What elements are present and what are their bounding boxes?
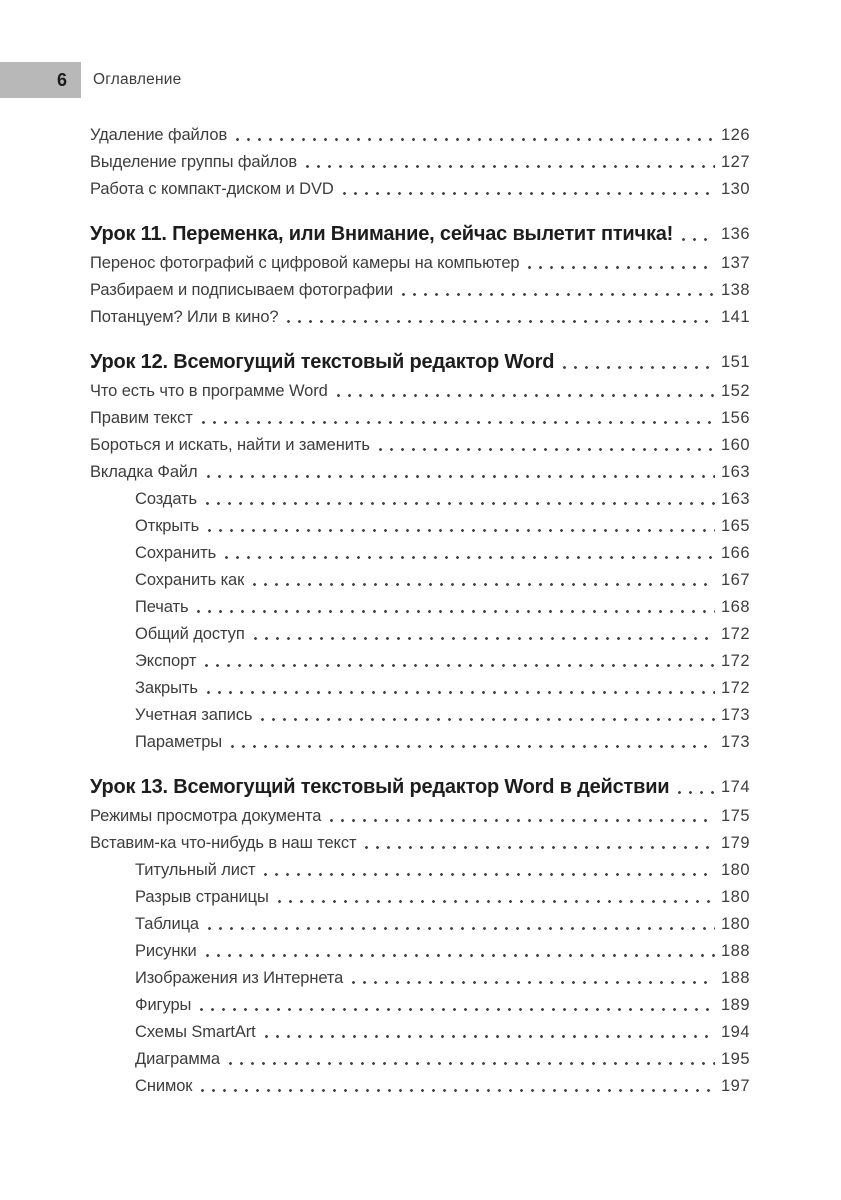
dot-leader: [374, 432, 715, 459]
toc-entry-page-number: 189: [720, 996, 750, 1014]
toc-entry-page-number: 166: [720, 544, 750, 562]
dot-leader: [338, 176, 715, 203]
toc-section: [90, 122, 750, 203]
toc-entry: [90, 277, 750, 304]
toc-entry-page-number: 141: [720, 308, 750, 326]
toc-entry-page-number: 126: [720, 126, 750, 144]
toc-entry-page-number: 179: [720, 834, 750, 852]
toc-entry: [90, 513, 750, 540]
table-of-contents: [90, 122, 750, 1100]
toc-entry: [90, 675, 750, 702]
toc-entry-label: Таблица: [135, 915, 199, 933]
toc-entry: [90, 729, 750, 756]
toc-entry-page-number: 156: [720, 409, 750, 427]
dot-leader: [196, 1073, 715, 1100]
toc-entry: [90, 149, 750, 176]
dot-leader: [220, 540, 715, 567]
dot-leader: [301, 149, 715, 176]
toc-entry-label: Вставим-ка что-нибудь в наш текст: [90, 834, 357, 852]
dot-leader: [203, 911, 715, 938]
dot-leader: [249, 621, 715, 648]
dot-leader: [260, 1019, 715, 1046]
toc-entry-page-number: 175: [720, 807, 750, 825]
toc-entry: [90, 459, 750, 486]
toc-entry-label: Параметры: [135, 733, 223, 751]
toc-entry: [90, 857, 750, 884]
toc-section: [90, 219, 750, 331]
toc-entry-label: Потанцуем? Или в кино?: [90, 308, 279, 326]
toc-entry-page-number: 180: [720, 861, 750, 879]
dot-leader: [224, 1046, 715, 1073]
page-number-box: [0, 62, 81, 98]
toc-entry-label: Титульный лист: [135, 861, 256, 879]
dot-leader: [360, 830, 715, 857]
dot-leader: [347, 965, 715, 992]
toc-entry-page-number: 194: [720, 1023, 750, 1041]
toc-section-heading-page-number: 136: [720, 225, 750, 243]
toc-entry-label: Вкладка Файл: [90, 463, 198, 481]
dot-leader: [202, 675, 715, 702]
dot-leader: [259, 857, 715, 884]
toc-section-heading-page-number: 151: [720, 353, 750, 371]
toc-entry: [90, 1046, 750, 1073]
toc-entry: [90, 378, 750, 405]
dot-leader: [523, 250, 715, 277]
dot-leader: [558, 347, 715, 378]
toc-entry-page-number: 180: [720, 915, 750, 933]
toc-entry-page-number: 188: [720, 969, 750, 987]
toc-entry: [90, 250, 750, 277]
toc-entry-page-number: 172: [720, 625, 750, 643]
toc-section-heading: [90, 772, 750, 803]
toc-entry-label: Сохранить: [135, 544, 217, 562]
toc-entry-page-number: 195: [720, 1050, 750, 1068]
toc-entry-label: Учетная запись: [135, 706, 253, 724]
toc-entry: [90, 486, 750, 513]
toc-entry: [90, 621, 750, 648]
toc-entry-label: Выделение группы файлов: [90, 153, 298, 171]
dot-leader: [673, 772, 715, 803]
toc-entry: [90, 1073, 750, 1100]
toc-entry-label: Сохранить как: [135, 571, 245, 589]
toc-entry-page-number: 167: [720, 571, 750, 589]
toc-entry-page-number: 138: [720, 281, 750, 299]
toc-entry-label: Режимы просмотра документа: [90, 807, 322, 825]
toc-section-heading-label: Урок 13. Всемогущий текстовый редактор Word в действии: [90, 776, 670, 798]
toc-entry: [90, 540, 750, 567]
toc-entry-label: Открыть: [135, 517, 200, 535]
toc-entry-label: Диаграмма: [135, 1050, 220, 1068]
toc-entry-page-number: 127: [720, 153, 750, 171]
toc-entry-page-number: 152: [720, 382, 750, 400]
toc-entry: [90, 884, 750, 911]
toc-section-heading: [90, 219, 750, 250]
toc-entry: [90, 304, 750, 331]
toc-section-heading-page-number: 174: [720, 778, 750, 796]
toc-entry-label: Создать: [135, 490, 198, 508]
toc-entry: [90, 122, 750, 149]
dot-leader: [201, 486, 715, 513]
dot-leader: [231, 122, 715, 149]
dot-leader: [282, 304, 715, 331]
toc-entry-label: Закрыть: [135, 679, 198, 697]
toc-entry: [90, 405, 750, 432]
toc-entry: [90, 938, 750, 965]
dot-leader: [332, 378, 715, 405]
toc-entry-label: Разбираем и подписываем фотографии: [90, 281, 394, 299]
toc-entry-page-number: 160: [720, 436, 750, 454]
toc-entry: [90, 1019, 750, 1046]
dot-leader: [397, 277, 715, 304]
toc-entry-page-number: 168: [720, 598, 750, 616]
toc-entry-page-number: 173: [720, 733, 750, 751]
dot-leader: [677, 219, 715, 250]
dot-leader: [273, 884, 715, 911]
toc-entry-label: Удаление файлов: [90, 126, 228, 144]
dot-leader: [256, 702, 715, 729]
toc-entry: [90, 176, 750, 203]
toc-entry-label: Перенос фотографий с цифровой камеры на компьютер: [90, 254, 520, 272]
toc-entry-label: Фигуры: [135, 996, 192, 1014]
toc-entry-page-number: 180: [720, 888, 750, 906]
dot-leader: [248, 567, 715, 594]
dot-leader: [202, 459, 715, 486]
toc-entry: [90, 648, 750, 675]
toc-entry-page-number: 173: [720, 706, 750, 724]
dot-leader: [226, 729, 715, 756]
toc-section: [90, 772, 750, 1100]
toc-entry-label: Бороться и искать, найти и заменить: [90, 436, 370, 454]
dot-leader: [201, 938, 715, 965]
toc-entry: [90, 911, 750, 938]
toc-entry: [90, 702, 750, 729]
dot-leader: [203, 513, 715, 540]
toc-entry: [90, 830, 750, 857]
toc-entry-label: Рисунки: [135, 942, 197, 960]
toc-entry: [90, 803, 750, 830]
toc-entry: [90, 965, 750, 992]
dot-leader: [192, 594, 715, 621]
toc-entry-page-number: 172: [720, 652, 750, 670]
toc-entry-label: Общий доступ: [135, 625, 245, 643]
toc-entry-label: Что есть что в программе Word: [90, 382, 328, 400]
page-number: 6: [56, 69, 67, 90]
toc-entry: [90, 992, 750, 1019]
toc-entry: [90, 594, 750, 621]
toc-entry-page-number: 130: [720, 180, 750, 198]
toc-entry-label: Разрыв страницы: [135, 888, 269, 906]
dot-leader: [325, 803, 715, 830]
toc-entry-page-number: 137: [720, 254, 750, 272]
toc-section-heading-label: Урок 11. Переменка, или Внимание, сейчас вылетит птичка!: [90, 223, 674, 245]
toc-entry: [90, 432, 750, 459]
running-head-title: Оглавление: [93, 71, 182, 88]
toc-section-heading: [90, 347, 750, 378]
toc-entry-page-number: 163: [720, 490, 750, 508]
dot-leader: [197, 405, 715, 432]
toc-entry-label: Снимок: [135, 1077, 193, 1095]
toc-entry-page-number: 188: [720, 942, 750, 960]
toc-entry-label: Работа с компакт-диском и DVD: [90, 180, 334, 198]
toc-entry-label: Схемы SmartArt: [135, 1023, 256, 1041]
toc-entry-page-number: 165: [720, 517, 750, 535]
toc-entry-label: Экспорт: [135, 652, 197, 670]
toc-entry-page-number: 163: [720, 463, 750, 481]
toc-entry-label: Правим текст: [90, 409, 193, 427]
toc-section-heading-label: Урок 12. Всемогущий текстовый редактор Word: [90, 351, 555, 373]
toc-section: [90, 347, 750, 756]
toc-entry: [90, 567, 750, 594]
dot-leader: [195, 992, 715, 1019]
toc-entry-label: Печать: [135, 598, 189, 616]
dot-leader: [200, 648, 715, 675]
toc-entry-page-number: 197: [720, 1077, 750, 1095]
toc-entry-label: Изображения из Интернета: [135, 969, 344, 987]
toc-entry-page-number: 172: [720, 679, 750, 697]
